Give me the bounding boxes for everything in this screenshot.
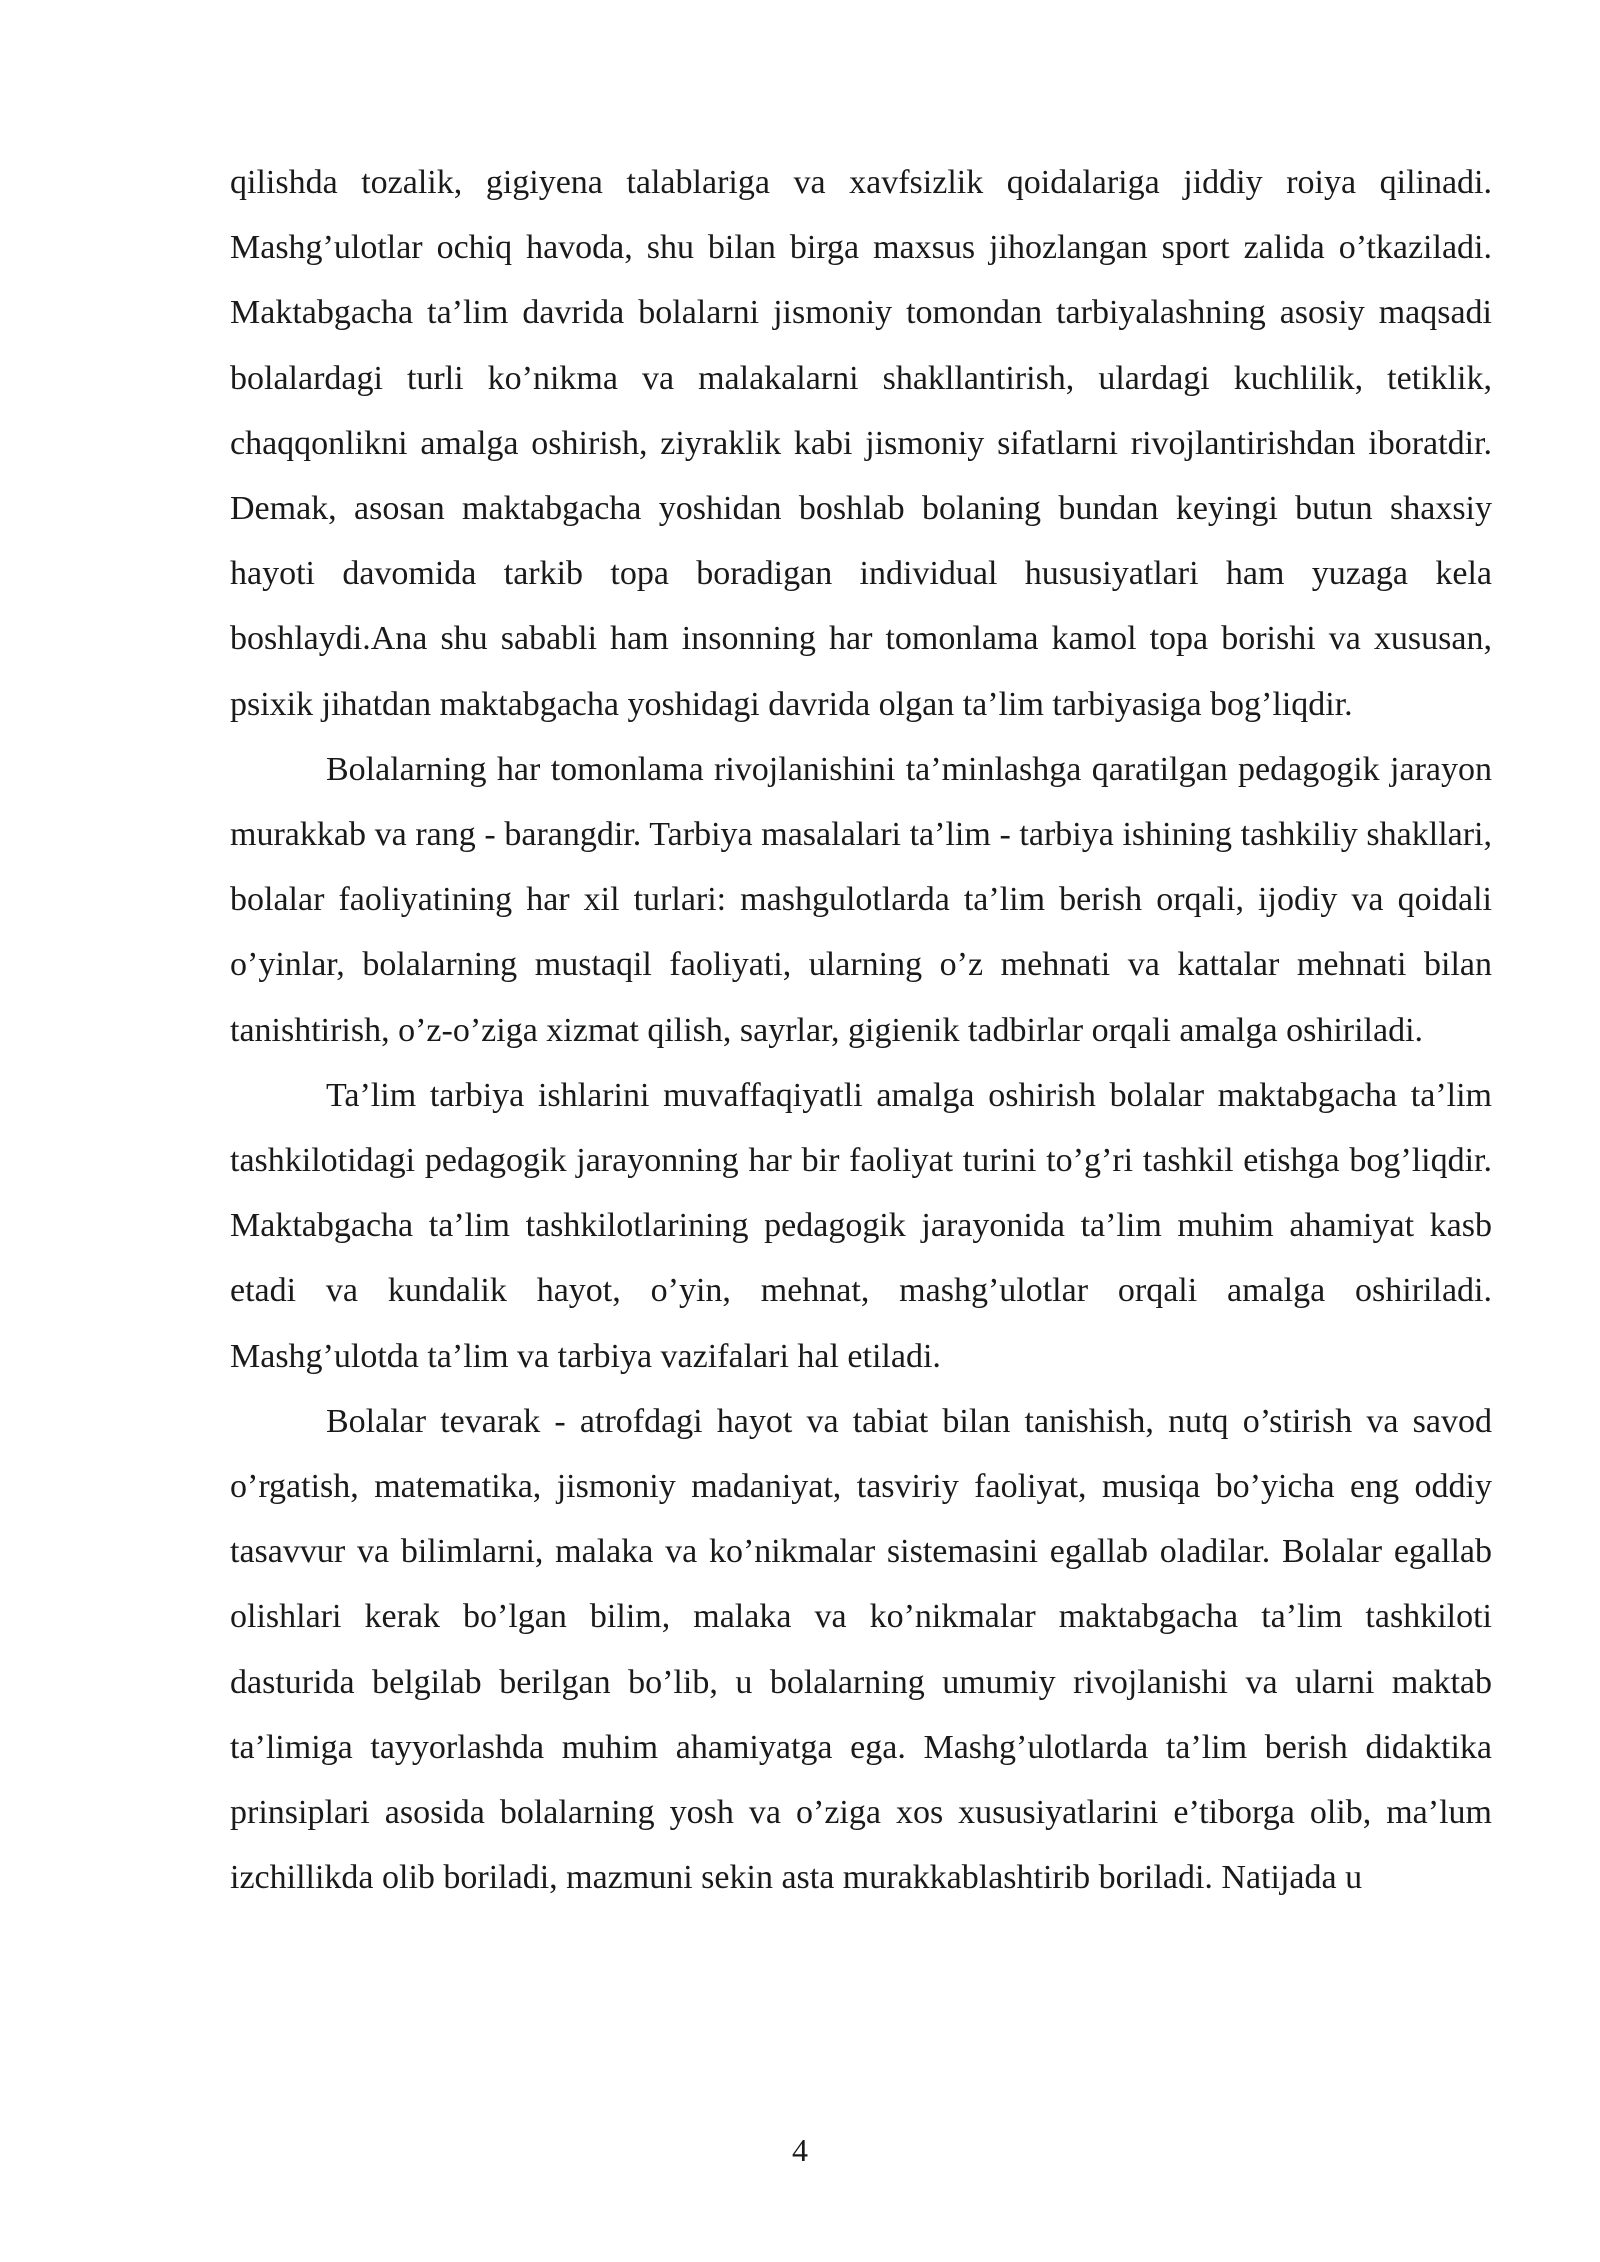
- paragraph-4: Bolalar tevarak - atrofdagi hayot va tabiat bilan tanishish, nutq o’stirish va savod o’rgatish, matematika, jismoniy madaniyat, tasviriy faoliyat, musiqa bo’yicha eng oddiy tasavvur va bilimlarni, malaka va ko’nikmalar sistemasini egallab oladilar. Bolalar egallab olishlari kerak bo’lgan bilim, malaka va ko’nikmalar maktabgacha ta’lim tashkiloti dasturida belgilab berilgan bo’lib, u bolalarning umumiy rivojlanishi va ularni maktab ta’limiga tayyorlashda muhim ahamiyatga ega. Mashg’ulotlarda ta’lim berish didaktika prinsiplari asosida bolalarning yosh va o’ziga xos xususiyatlarini e’tiborga olib, ma’lum izchillikda olib boriladi, mazmuni sekin asta murakkablashtirib boriladi. Natijada u: [230, 1402, 1492, 1897]
- paragraph-3: Ta’lim tarbiya ishlarini muvaffaqiyatli amalga oshirish bolalar maktabgacha ta’lim tashkilotidagi pedagogik jarayonning har bir faoliyat turini to’g’ri tashkil etishga bog’liqdir. Maktabgacha ta’lim tashkilotlarining pedagogik jarayonida ta’lim muhim ahamiyat kasb etadi va kundalik hayot, o’yin, mehnat, mashg’ulotlar orqali amalga oshiriladi. Mashg’ulotda ta’lim va tarbiya vazifalari hal etiladi.: [230, 1076, 1492, 1375]
- paragraph-2: Bolalarning har tomonlama rivojlanishini ta’minlashga qaratilgan pedagogik jarayon murakkab va rang - barangdir. Tarbiya masalalari ta’lim - tarbiya ishining tashkiliy shakllari, bolalar faoliyatining har xil turlari: mashgulotlarda ta’lim berish orqali, ijodiy va qoidali o’yinlar, bolalarning mustaqil faoliyati, ularning o’z mehnati va kattalar mehnati bilan tanishtirish, o’z-o’ziga xizmat qilish, sayrlar, gigienik tadbirlar orqali amalga oshiriladi.: [230, 750, 1492, 1049]
- body-text: [230, 150, 1492, 1910]
- page-number: 4: [792, 2132, 808, 2168]
- paragraph-1: qilishda tozalik, gigiyena talablariga va xavfsizlik qoidalariga jiddiy roiya qilinadi. Mashg’ulotlar ochiq havoda, shu bilan birga maxsus jihozlangan sport zalida o’tkaziladi. Maktabgacha ta’lim davrida bolalarni jismoniy tomondan tarbiyalashning asosiy maqsadi bolalardagi turli ko’nikma va malakalarni shakllantirish, ulardagi kuchlilik, tetiklik, chaqqonlikni amalga oshirish, ziyraklik kabi jismoniy sifatlarni rivojlantirishdan iboratdir. Demak, asosan maktabgacha yoshidan boshlab bolaning bundan keyingi butun shaxsiy hayoti davomida tarkib topa boradigan individual hususiyatlari ham yuzaga kela boshlaydi.Ana shu sababli ham insonning har tomonlama kamol topa borishi va xususan, psixik jihatdan maktabgacha yoshidagi davrida olgan ta’lim tarbiyasiga bog’liqdir.: [230, 164, 1492, 723]
